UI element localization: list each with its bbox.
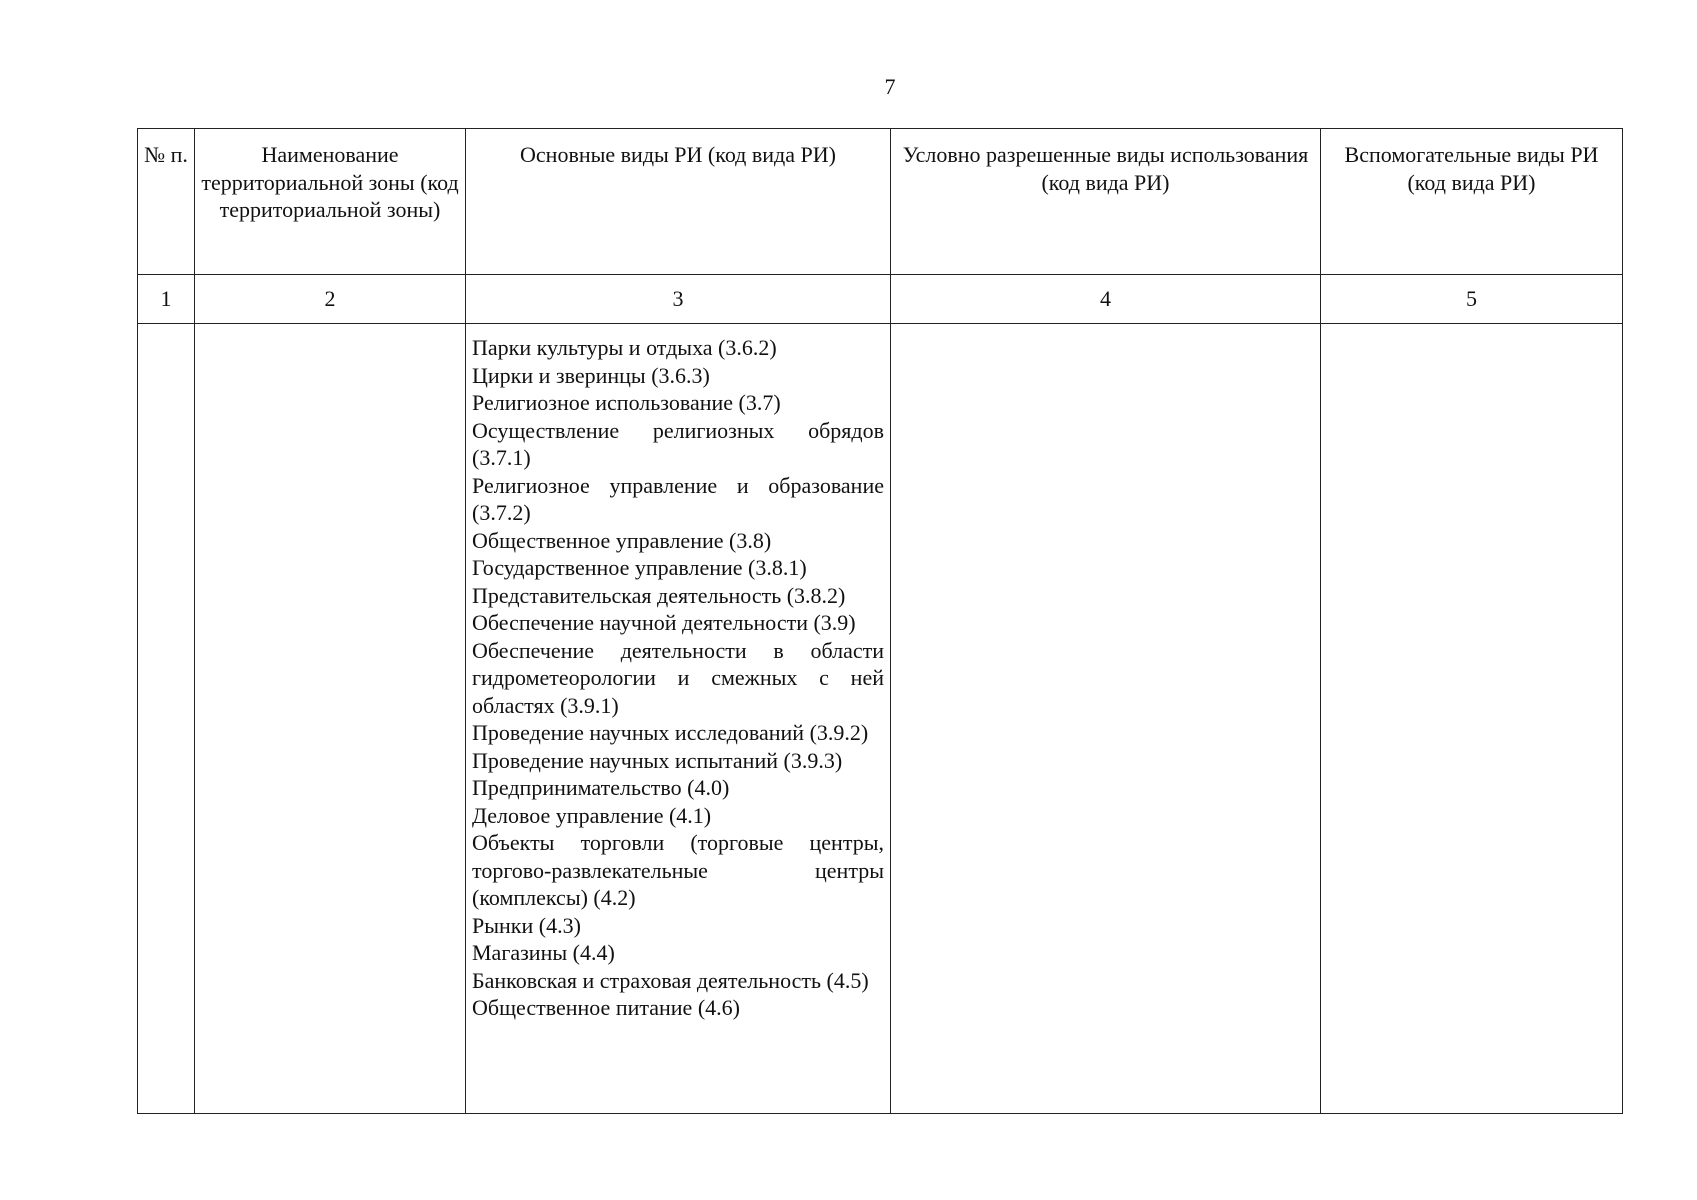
header-zone-name: Наименование территориальной зоны (код территориальной зоны)	[195, 129, 466, 275]
main-use-item: Рынки (4.3)	[472, 912, 581, 938]
main-use-item: Общественное питание (4.6)	[472, 995, 740, 1020]
main-use-item: Представительская деятельность (3.8.2)	[472, 582, 846, 608]
main-use-item: Цирки и зверинцы (3.6.3)	[472, 362, 710, 388]
conditional-uses-cell	[891, 324, 1321, 1114]
header-main-uses: Основные виды РИ (код вида РИ)	[466, 129, 891, 275]
zone-name-cell	[195, 324, 466, 1114]
header-conditional-uses: Условно разрешенные виды использования (код вида РИ)	[891, 129, 1321, 275]
main-use-item: Деловое управление (4.1)	[472, 802, 712, 828]
row-number-cell	[138, 324, 195, 1114]
page-number: 7	[884, 74, 896, 99]
main-use-item: Общественное управление (3.8)	[472, 527, 772, 553]
column-number: 3	[466, 275, 891, 324]
main-use-item: Объекты торговли (торговые центры, торгово-развлекательные центры (комплексы) (4.2)	[472, 830, 884, 910]
main-use-item: Магазины (4.4)	[472, 940, 615, 965]
auxiliary-uses-cell	[1321, 324, 1623, 1114]
main-use-item: Религиозное использование (3.7)	[472, 390, 781, 415]
main-use-item: Предпринимательство (4.0)	[472, 775, 730, 800]
main-use-item: Проведение научных испытаний (3.9.3)	[472, 747, 843, 773]
main-use-item: Банковская и страховая деятельность (4.5)	[472, 967, 869, 993]
main-uses-cell	[466, 324, 891, 1114]
header-auxiliary-uses: Вспомогательные виды РИ (код вида РИ)	[1321, 129, 1623, 275]
column-number: 5	[1321, 275, 1623, 324]
table-row	[138, 324, 1623, 1114]
main-use-item: Парки культуры и отдыха (3.6.2)	[472, 335, 777, 360]
main-use-item: Государственное управление (3.8.1)	[472, 555, 807, 580]
header-row	[138, 129, 1623, 275]
main-use-item: Обеспечение научной деятельности (3.9)	[472, 610, 856, 635]
header-number: № п.	[138, 129, 195, 275]
main-use-item: Религиозное управление и образование (3.7.2)	[472, 472, 884, 525]
zoning-table	[137, 128, 1623, 1114]
column-number: 1	[138, 275, 195, 324]
main-use-item: Проведение научных исследований (3.9.2)	[472, 720, 869, 745]
main-use-item: Обеспечение деятельности в области гидрометеорологии и смежных с ней областях (3.9.1)	[472, 637, 884, 718]
column-number-row	[138, 275, 1623, 324]
column-number: 2	[195, 275, 466, 324]
main-use-item: Осуществление религиозных обрядов (3.7.1)	[472, 417, 884, 470]
column-number: 4	[891, 275, 1321, 324]
